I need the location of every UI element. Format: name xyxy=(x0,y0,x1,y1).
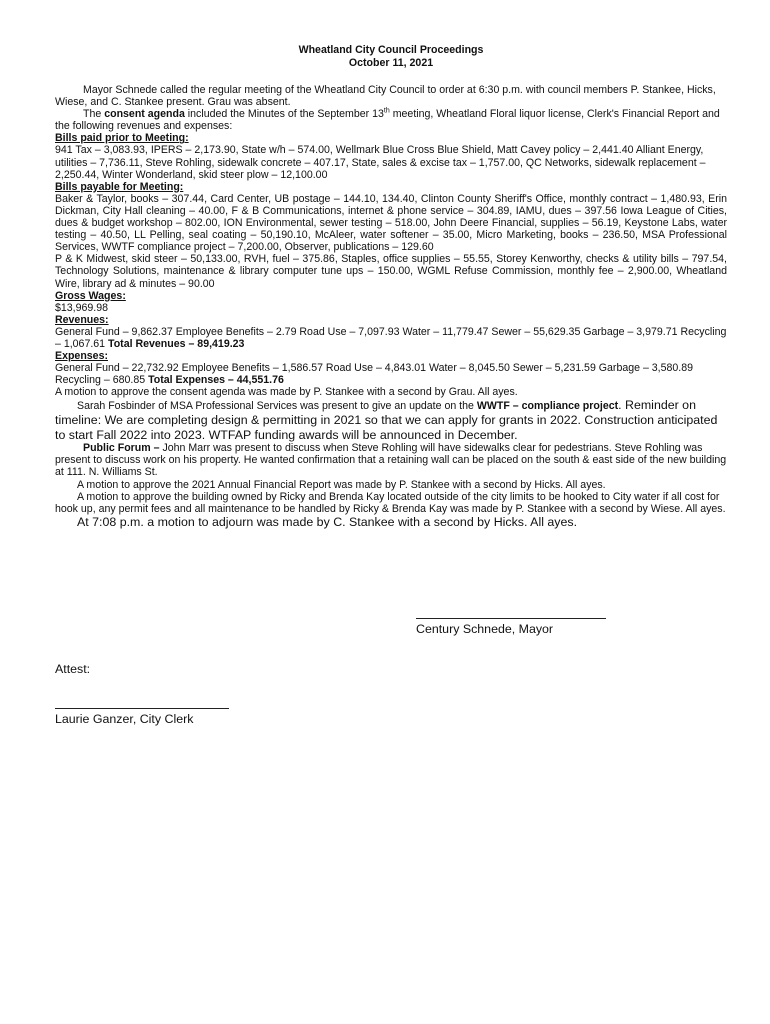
mayor-signature-line xyxy=(416,618,606,619)
bills-payable-heading: Bills payable for Meeting: xyxy=(55,180,184,193)
expenses-text: General Fund – 22,732.92 Employee Benefits – 1,586.57 Road Use – 4,843.01 Water – 8,045.50 Sewer – 5,231.59 Garbage – 3,580.89 Recycling – 680.85 Total Expenses – 44,551.76 xyxy=(55,362,694,387)
revenues-heading: Revenues: xyxy=(55,313,109,326)
clerk-signature-name: Laurie Ganzer, City Clerk xyxy=(55,712,194,726)
minutes-document xyxy=(55,44,727,529)
bills-payable-text: Baker & Taylor, books – 307.44, Card Center, UB postage – 144.10, 134.40, Clinton County Sheriff's Office, monthly contract – 1,480.93, Erin Dickman, City Hall cleaning – 40.00, F & B Communications, internet & phone service – 304.89, IAMU, dues – 397.56 Iowa League of Cities, dues & budget workshop – 802.00, ION Environmental, sewer testing – 518.00, John Deere Financial, supplies – 56.19, Keystone Labs, water testing – 40.50, LL Pelling, seal coating – 50,190.10, McAleer, water softener – 35.00, Micro Marketing, books – 236.50, MSA Professional Services, WWTF compliance project – 7,200.00, Observer, publications – 129.60 xyxy=(55,192,727,254)
clerk-signature-block xyxy=(55,708,229,727)
document-title: Wheatland City Council Proceedings xyxy=(298,44,484,56)
wwtf-label: WWTF – compliance project xyxy=(476,400,619,413)
consent-paragraph: The consent agenda included the Minutes of the September 13th meeting, Wheatland Floral liquor license, Clerk's Financial Report and the following revenues and expenses: xyxy=(55,107,720,133)
gross-wages-value: $13,969.98 xyxy=(55,301,109,314)
mayor-signature-block xyxy=(416,618,606,637)
consent-agenda-label: consent agenda xyxy=(104,108,185,121)
revenues-text: General Fund – 9,862.37 Employee Benefits – 2.79 Road Use – 7,097.93 Water – 11,779.47 Sewer – 55,629.35 Garbage – 3,979.71 Recycling – 1,067.61 Total Revenues – 89,419.23 xyxy=(55,325,727,350)
bills-prior-text: 941 Tax – 3,083.93, IPERS – 2,173.90, State w/h – 574.00, Wellmark Blue Cross Blue Shield, Matt Cavey policy – 2,441.40 Alliant Energy, utilities – 7,736.11, Steve Rohling, sidewalk concrete – 407.17, State, sales & excise tax – 1,757.00, QC Networks, sidewalk replacement – 2,250.44, Winter Wonderland, skid steer plow – 12,100.00 xyxy=(55,144,706,181)
building-motion: A motion to approve the building owned by Ricky and Brenda Kay located outside of the city limits to be hooked to City water if all cost for hook up, any permit fees and all maintenance to be handled by Ricky & Brenda Kay was made by P. Stankee with a second by Wiese. All ayes. xyxy=(55,490,726,515)
total-expenses: Total Expenses – 44,551.76 xyxy=(148,374,284,387)
consent-motion: A motion to approve the consent agenda was made by P. Stankee with a second by Grau. All ayes. xyxy=(55,386,518,399)
annual-report-motion: A motion to approve the 2021 Annual Financial Report was made by P. Stankee with a second by Hicks. All ayes. xyxy=(77,478,606,491)
gross-wages-heading: Gross Wages: xyxy=(55,289,126,302)
opening-paragraph: Mayor Schnede called the regular meeting of the Wheatland City Council to order at 6:30 p.m. with council members P. Stankee, Hicks, Wiese, and C. Stankee present. Grau was absent. xyxy=(55,84,716,109)
public-forum-label: Public Forum – xyxy=(83,442,160,455)
public-forum-paragraph: Public Forum – John Marr was present to discuss when Steve Rohling will have sidewalks clear for pedestrians. Steve Rohling was present to discuss work on his property. He wanted confirmation that a retaining wall can be placed on the south & east side of the new building at 111. N. Williams St. xyxy=(55,442,727,479)
document-date: October 11, 2021 xyxy=(348,57,434,69)
expenses-heading: Expenses: xyxy=(55,350,108,363)
attest-label: Attest: xyxy=(55,662,91,676)
clerk-signature-line xyxy=(55,708,229,709)
bills-prior-heading: Bills paid prior to Meeting: xyxy=(55,132,189,145)
mayor-signature-name: Century Schnede, Mayor xyxy=(416,622,554,636)
total-revenues: Total Revenues – 89,419.23 xyxy=(108,337,245,350)
msa-paragraph: Sarah Fosbinder of MSA Professional Services was present to give an update on the WWTF – compliance project. Reminder on timeline: We are completing design & permitting in 2021 so that we can apply for grants in 2022. Construction anticipated to start Fall 2022 into 2023. WTFAP funding awards will be announced in December. xyxy=(55,398,718,442)
bills-payable-text-2: P & K Midwest, skid steer – 50,133.00, RVH, fuel – 375.86, Staples, office supplies – 55.55, Storey Kenworthy, checks & utility bills – 797.54, Technology Solutions, maintenance & library computer tune ups – 150.00, WGML Refuse Commission, monthly fee – 2,900.00, Wheatland Wire, library ad & minutes – 90.00 xyxy=(55,253,727,290)
adjourn-motion: At 7:08 p.m. a motion to adjourn was made by C. Stankee with a second by Hicks. All ayes. xyxy=(77,514,578,529)
